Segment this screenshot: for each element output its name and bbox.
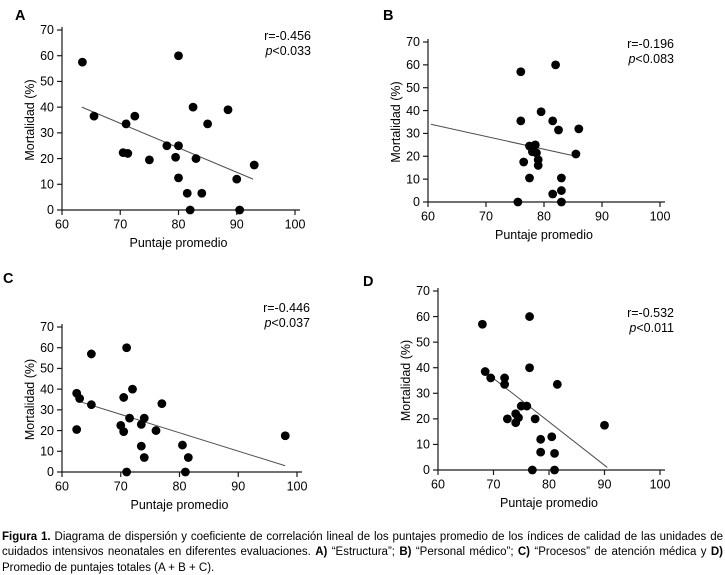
data-point	[145, 155, 154, 164]
data-point	[525, 363, 534, 372]
x-tick-label: 80	[542, 477, 556, 492]
data-point	[181, 468, 190, 477]
data-point	[525, 174, 534, 183]
data-point	[548, 116, 557, 125]
data-point	[554, 126, 563, 135]
data-point	[122, 343, 131, 352]
p-value: p<0.033	[265, 44, 311, 58]
data-point	[574, 124, 583, 133]
y-tick-label: 0	[413, 195, 420, 210]
data-point	[235, 206, 244, 215]
y-tick-label: 30	[40, 403, 54, 418]
y-tick-label: 10	[416, 437, 430, 452]
p-value: p<0.083	[628, 52, 674, 66]
data-point	[557, 186, 566, 195]
y-tick-label: 70	[40, 23, 54, 38]
x-tick-label: 70	[113, 217, 128, 232]
data-point	[557, 174, 566, 183]
data-point	[551, 60, 560, 69]
x-tick-label: 80	[172, 479, 187, 494]
x-tick-label: 90	[229, 217, 244, 232]
data-point	[557, 198, 566, 207]
scatter-panel-c	[0, 265, 362, 528]
data-point	[550, 466, 559, 475]
p-value: p<0.037	[264, 316, 310, 330]
y-tick-label: 30	[406, 126, 420, 141]
x-tick-label: 70	[479, 209, 493, 224]
y-tick-label: 30	[40, 126, 54, 141]
y-tick-label: 20	[406, 149, 420, 164]
x-tick-label: 100	[649, 209, 671, 224]
y-tick-label: 40	[40, 100, 54, 115]
data-point	[119, 427, 128, 436]
y-tick-label: 50	[406, 80, 420, 95]
data-point	[130, 112, 139, 121]
y-tick-label: 50	[40, 361, 54, 376]
y-tick-label: 20	[416, 412, 430, 427]
y-axis-label: Mortalidad (%)	[389, 81, 403, 163]
data-point	[522, 402, 531, 411]
data-point	[600, 421, 609, 430]
caption-segment: B)	[399, 546, 412, 559]
y-tick-label: 0	[47, 203, 54, 218]
data-point	[123, 149, 132, 158]
data-point	[534, 161, 543, 170]
data-point	[157, 399, 166, 408]
x-tick-label: 100	[286, 479, 308, 494]
scatter-panel-b	[362, 0, 725, 263]
data-point	[152, 426, 161, 435]
data-point	[183, 189, 192, 198]
data-point	[486, 374, 495, 383]
data-point	[140, 453, 149, 462]
data-point	[192, 154, 201, 163]
data-point	[162, 141, 171, 150]
data-point	[478, 320, 487, 329]
y-tick-label: 40	[416, 360, 430, 375]
data-point	[511, 418, 520, 427]
x-tick-label: 80	[171, 217, 186, 232]
y-tick-label: 20	[40, 151, 54, 166]
x-tick-label: 90	[597, 477, 612, 492]
data-point	[171, 153, 180, 162]
data-point	[553, 380, 562, 389]
y-tick-label: 70	[416, 284, 430, 299]
p-value: p<0.011	[629, 321, 674, 335]
y-tick-label: 10	[40, 444, 54, 459]
data-point	[119, 393, 128, 402]
data-point	[125, 414, 134, 423]
caption-segment: “Personal médico”;	[411, 546, 518, 559]
y-axis-label: Mortalidad (%)	[399, 339, 413, 422]
y-tick-label: 70	[40, 320, 54, 335]
r-value: r=-0.456	[264, 29, 311, 43]
trend-line	[80, 402, 286, 466]
panel-label: C	[3, 271, 14, 287]
data-point	[186, 206, 195, 215]
x-tick-label: 60	[55, 217, 69, 232]
data-point	[503, 414, 512, 423]
data-point	[572, 150, 581, 159]
caption-segment: Promedio de puntajes totales (A + B + C).	[2, 561, 215, 574]
x-tick-label: 80	[537, 209, 551, 224]
data-point	[137, 442, 146, 451]
caption-segment: “Procesos” de atención médica y	[530, 546, 711, 559]
y-tick-label: 60	[406, 58, 420, 73]
y-axis-label: Mortalidad (%)	[23, 358, 37, 441]
data-point	[184, 453, 193, 462]
data-point	[500, 380, 509, 389]
data-point	[250, 161, 259, 170]
data-point	[174, 141, 183, 150]
x-tick-label: 70	[113, 479, 128, 494]
data-point	[514, 198, 523, 207]
caption-segment: D)	[710, 546, 723, 559]
caption-segment: “Estructura”;	[327, 546, 400, 559]
data-point	[128, 385, 137, 394]
data-point	[189, 103, 198, 112]
caption-segment: C)	[517, 546, 531, 559]
r-value: r=-0.446	[263, 301, 310, 315]
y-tick-label: 60	[40, 340, 54, 355]
y-axis-label: Mortalidad (%)	[23, 79, 37, 161]
figure-caption	[2, 530, 723, 575]
data-point	[137, 420, 146, 429]
data-point	[550, 449, 559, 458]
panel-label: D	[363, 274, 374, 290]
x-axis-label: Puntaje promedio	[500, 496, 598, 510]
y-tick-label: 0	[423, 463, 430, 478]
data-point	[174, 51, 183, 60]
y-tick-label: 50	[416, 335, 430, 350]
y-tick-label: 30	[416, 386, 430, 401]
data-point	[528, 466, 537, 475]
caption-segment: Figura 1.	[2, 531, 51, 543]
data-point	[547, 432, 556, 441]
y-tick-label: 0	[47, 465, 54, 480]
data-point	[178, 441, 187, 450]
data-point	[519, 158, 528, 167]
caption-segment: Diagrama de dispersión y coeficiente de correlación lineal de los puntajes promedio de los índices de calidad de las unidades de cuidados intensivos neonatales en diferentes evaluaciones.	[2, 531, 723, 559]
x-tick-label: 100	[649, 477, 671, 492]
data-point	[78, 58, 87, 67]
caption-segment: A)	[315, 546, 328, 559]
scatter-panel-a	[0, 0, 362, 263]
data-point	[232, 175, 241, 184]
data-point	[87, 350, 96, 359]
x-axis-label: Puntaje promedio	[130, 498, 229, 512]
y-tick-label: 50	[40, 74, 54, 89]
panel-label: B	[383, 8, 394, 24]
x-tick-label: 60	[421, 209, 435, 224]
x-axis-label: Puntaje promedio	[495, 228, 593, 242]
y-tick-label: 40	[40, 382, 54, 397]
data-point	[122, 468, 131, 477]
x-tick-label: 60	[431, 477, 445, 492]
data-point	[536, 448, 545, 457]
y-tick-label: 70	[406, 35, 420, 50]
x-axis-label: Puntaje promedio	[129, 236, 228, 250]
x-tick-label: 60	[55, 479, 69, 494]
data-point	[72, 425, 81, 434]
y-tick-label: 60	[416, 309, 430, 324]
data-point	[281, 431, 290, 440]
data-point	[531, 414, 540, 423]
data-point	[174, 173, 183, 182]
data-point	[203, 119, 212, 128]
trend-line	[431, 124, 576, 156]
data-point	[516, 116, 525, 125]
data-point	[197, 189, 206, 198]
scatter-panel-d	[362, 265, 725, 528]
data-point	[525, 312, 534, 321]
data-point	[87, 400, 96, 409]
y-tick-label: 10	[40, 177, 54, 192]
x-tick-label: 90	[595, 209, 609, 224]
x-tick-label: 100	[284, 217, 306, 232]
x-tick-label: 90	[231, 479, 246, 494]
x-tick-label: 70	[486, 477, 501, 492]
data-point	[537, 107, 546, 116]
data-point	[90, 112, 99, 121]
y-tick-label: 10	[406, 172, 420, 187]
r-value: r=-0.532	[627, 306, 674, 320]
data-point	[122, 119, 131, 128]
y-tick-label: 20	[40, 423, 54, 438]
data-point	[516, 67, 525, 76]
y-tick-label: 40	[406, 103, 420, 118]
data-point	[224, 105, 233, 114]
data-point	[536, 435, 545, 444]
panel-label: A	[15, 8, 26, 24]
r-value: r=-0.196	[627, 37, 674, 51]
y-tick-label: 60	[40, 48, 54, 63]
data-point	[75, 394, 84, 403]
data-point	[548, 190, 557, 199]
